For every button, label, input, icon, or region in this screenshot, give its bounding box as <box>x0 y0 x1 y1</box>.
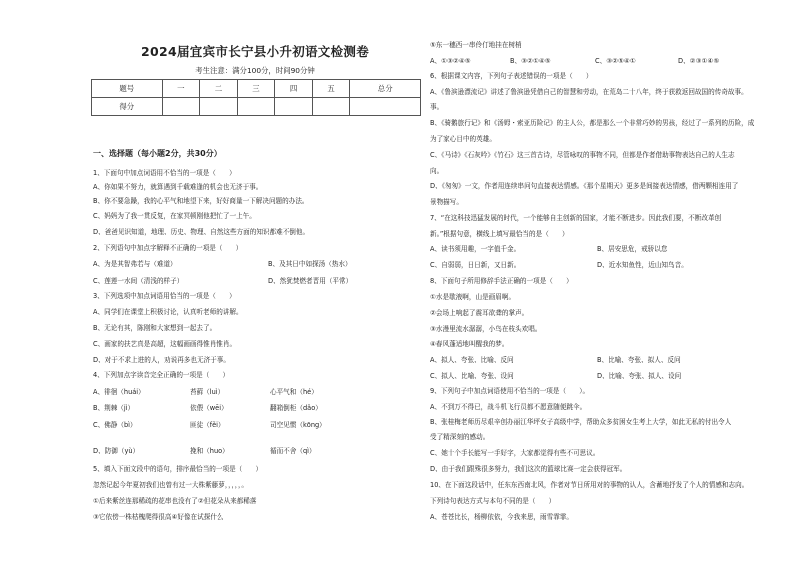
score-header-cell: 三 <box>237 80 275 98</box>
question-line: ③水漫里流水潺潺，小鸟在枝头欢唱。 <box>430 325 542 333</box>
option-text: C、拟人、比喻、夸张、设问 <box>430 372 514 380</box>
question-line: B、《骑鹅旅行记》和《汤姆・索亚历险记》的主人公，都是那么一个非常巧妙的男孩，经过了一系列的历险，成 <box>430 119 755 127</box>
option-text: 挽和（huo） <box>190 447 229 455</box>
score-header-cell: 一 <box>162 80 200 98</box>
option-text: D、比喻、夸张、拟人、设问 <box>597 372 682 380</box>
score-header-cell: 总分 <box>350 80 421 98</box>
exam-notice: 考生注意：满分100分，时间90分钟 <box>195 66 315 75</box>
score-header-cell: 题号 <box>92 80 163 98</box>
option-text: C、自弱弱，日日新，又日新。 <box>430 261 521 269</box>
score-table-header-row <box>92 80 421 98</box>
question-line: 5、填入下面文段中的语句，排序最恰当的一项是（ ） <box>93 465 263 473</box>
question-line: C、她十个手长能写一手好字，大家都觉得有些不可思议。 <box>430 449 600 457</box>
option-text: B、及其日中如探汤（热水） <box>268 260 352 268</box>
score-cell <box>350 98 421 116</box>
question-line: D、由于我们跟殊很多努力，我们这次的篮球比赛一定会获得冠军。 <box>430 465 627 473</box>
option-text: A、为是其智弗若与（难道） <box>93 260 177 268</box>
question-line: ③它依傍一株枯槐爬得很高④好像在试探什么 <box>93 513 224 521</box>
question-line: 7、“在这科技迅猛发展的时代，一个能够自主创新的国家，才能不断进步。因此我们要，不断改革创 <box>430 214 722 222</box>
score-cell <box>275 98 313 116</box>
question-line: C、画家的扶艺真是高超，这幅画画得惟肖惟肖。 <box>93 340 237 348</box>
question-line: ④春风蓬适地叫醒我的梦。 <box>430 340 509 348</box>
question-line: 4、下列加点字读音完全正确的一项是（ ） <box>93 371 230 379</box>
question-line: 受了精深刻的感动。 <box>430 433 490 441</box>
option-text: D、防御（yù） <box>93 447 140 455</box>
question-line: B、你不要急躁，我的心平气和地望下来，好好商量一下解决问题的办法。 <box>93 197 309 205</box>
question-line: 新。”根据句意，横线上填写最恰当的是（ ） <box>430 230 569 238</box>
option-text: A、①③②④⑤ <box>430 57 471 65</box>
question-line: C、《马诗》《石灰吟》《竹石》这三首古诗，尽管咏叹的事物不同，但都是作者借助事物表达自己的人生志 <box>430 151 735 159</box>
score-cell <box>162 98 200 116</box>
question-line: D、《匆匆》一文，作者用连续串问句直接表达情感。《那个星期天》更多是间接表达情感，借两颗相连用了 <box>430 182 739 190</box>
question-line: 3、下列选项中加点词语用恰当的一项是（ ） <box>93 292 236 300</box>
question-line: A、苍苍比长，杨柳依依，今我来思，雨雪霏霏。 <box>430 513 573 521</box>
section-heading: 一、选择题（每小题2分，共30分） <box>93 149 222 158</box>
question-line: 9、下列句子中加点词语使用不恰当的一项是（ ）。 <box>430 387 590 395</box>
option-text: 司空见惯（kōng） <box>270 421 326 429</box>
question-line: 下列诗句表达方式与本句不同的是（ ） <box>430 497 556 505</box>
option-text: A、拟人、夸张、比喻、反问 <box>430 356 514 364</box>
option-text: B、荆棘（jì） <box>93 404 135 412</box>
option-text: D、近水知鱼性，近山知鸟音。 <box>597 261 688 269</box>
option-text: B、居安思危，戒骄以怠 <box>597 245 668 253</box>
option-text: 苔藓（luì） <box>190 388 225 396</box>
score-cell <box>312 98 350 116</box>
score-header-cell: 二 <box>200 80 238 98</box>
option-text: B、③②①④⑤ <box>510 57 551 65</box>
score-table <box>91 79 421 116</box>
question-line: D、对于不求上进的人，劝说再多也无济于事。 <box>93 356 230 364</box>
question-line: 2、下列语句中加点字解释不正确的一项是（ ） <box>93 244 243 252</box>
question-line: ①水是歇液啊，山是画眉啊。 <box>430 293 516 301</box>
option-text: 循而不舍（qì） <box>270 447 316 455</box>
question-line: B、无论有其，陈刚和大家想到一起去了。 <box>93 324 217 332</box>
option-text: D、然犹焚燃者晋用（平常） <box>268 277 353 285</box>
option-text: A、徘徊（huái） <box>93 388 145 396</box>
question-line: A、你如果不努力，就算遇到千载难逢的机会也无济于事。 <box>93 183 263 191</box>
question-line: A、《鲁滨逊漂流记》讲述了鲁滨逊凭借自己的智慧和劳动，在荒岛二十八年，终于获救返回故国的传奇故事。 <box>430 88 748 96</box>
score-table-score-row <box>92 98 421 116</box>
option-text: C、佛静（bì） <box>93 421 137 429</box>
question-line: 6、根据课文内容，下列句子表述错误的一项是（ ） <box>430 72 593 80</box>
score-row-label: 得分 <box>92 98 163 116</box>
option-text: B、比喻、夸张、拟人、反问 <box>597 356 681 364</box>
option-text: 翻箱倒柜（dǎo） <box>270 404 322 412</box>
score-header-cell: 四 <box>275 80 313 98</box>
score-cell <box>200 98 238 116</box>
question-line: 8、下面句子所用修辞手法正确的一项是（ ） <box>430 277 573 285</box>
question-line: 为了家心目中的英雄。 <box>430 135 496 143</box>
option-text: C、③②⑤④① <box>595 57 636 65</box>
score-header-cell: 五 <box>312 80 350 98</box>
question-line: B、张桂梅老师历尽艰辛创办丽江华坪女子高级中学，帮助众多贫困女生考上大学，如此无私的付出令人 <box>430 418 732 426</box>
question-line: D、爸爸见识知道，地理、历史、物理、自然这些方面的知识都难不倒他。 <box>93 228 310 236</box>
question-line: ①后来紫丝连那稀疏的花串也没有了②但花朵从来都稀落 <box>93 497 257 505</box>
question-line: 景物描写。 <box>430 198 463 206</box>
question-line: 1、下面句中加点词语用不恰当的一项是（ ） <box>93 169 236 177</box>
question-line: ⑤东一穗西一串伶仃地挂在树梢 <box>430 41 522 49</box>
question-line: C、妈妈为了我一贯反复，在家冥顿刚他把忙了一上午。 <box>93 212 256 220</box>
question-line: 事。 <box>430 103 444 111</box>
question-line: ②会场上响起了震耳欲聋的掌声。 <box>430 309 529 317</box>
question-line: 向。 <box>430 167 444 175</box>
question-line: 10、在下面这段话中，任东东西南北风，作者对节日所用对的事物的认人，含蓄地抒发了个人的情感和志向。 <box>430 481 749 489</box>
question-line: 忽然记起今年夏初我们也曾有过一大株紫藤萝，，，，，。 <box>93 481 248 489</box>
option-text: C、莲莲一水间（清浅的样子） <box>93 277 184 285</box>
page-title: 2024届宜宾市长宁县小升初语文检测卷 <box>141 44 369 59</box>
question-line: A、不到万不得已，战斗机飞行员都不愿意随便跳伞。 <box>430 403 587 411</box>
score-cell <box>237 98 275 116</box>
question-line: A、同学们在课堂上积极讨论，认真听老师的讲解。 <box>93 308 243 316</box>
option-text: D、②③①④⑤ <box>678 57 720 65</box>
option-text: 心平气和（hé） <box>270 388 318 396</box>
option-text: 匪徒（fěi） <box>190 421 225 429</box>
option-text: A、读书须用趣，一字值千金。 <box>430 245 521 253</box>
option-text: 依偎（wēi） <box>190 404 228 412</box>
